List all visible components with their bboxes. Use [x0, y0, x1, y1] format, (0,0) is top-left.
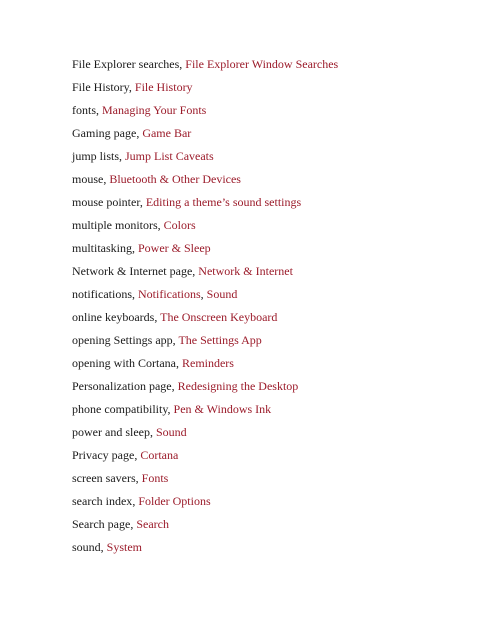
- index-reference-link[interactable]: Bluetooth & Other Devices: [109, 172, 241, 186]
- index-reference-link[interactable]: Folder Options: [138, 494, 211, 508]
- index-separator: ,: [175, 356, 182, 370]
- index-entry: [72, 264, 472, 287]
- index-separator: ,: [103, 172, 110, 186]
- index-reference-link[interactable]: Pen & Windows Ink: [173, 402, 272, 416]
- index-term: File Explorer searches: [72, 57, 180, 71]
- index-entry: [72, 195, 472, 218]
- index-separator: ,: [157, 218, 164, 232]
- index-reference-link[interactable]: Reminders: [181, 356, 234, 370]
- index-separator: ,: [139, 195, 146, 209]
- index-separator: ,: [167, 402, 174, 416]
- index-term: jump lists: [72, 149, 120, 163]
- index-reference-link[interactable]: Power & Sleep: [138, 241, 211, 255]
- index-reference-link[interactable]: Cortana: [140, 448, 179, 462]
- index-reference-link[interactable]: Sound: [206, 287, 238, 301]
- index-reference-link[interactable]: The Onscreen Keyboard: [160, 310, 278, 324]
- index-entry: [72, 149, 472, 172]
- index-term: fonts: [72, 103, 96, 117]
- index-entry: [72, 241, 472, 264]
- index-entry: [72, 494, 472, 517]
- index-entry: [72, 126, 472, 149]
- index-term: search index: [72, 494, 133, 508]
- index-term: online keyboards: [72, 310, 155, 324]
- index-separator: ,: [132, 241, 138, 255]
- index-entry: [72, 333, 472, 356]
- index-separator: ,: [100, 540, 107, 554]
- index-term: mouse: [72, 172, 104, 186]
- index-term: power and sleep: [72, 425, 150, 439]
- index-separator: ,: [192, 264, 199, 278]
- index-reference-link[interactable]: File History: [134, 80, 193, 94]
- index-separator: ,: [96, 103, 102, 117]
- index-term: Network & Internet page: [72, 264, 193, 278]
- index-separator: ,: [200, 287, 207, 301]
- index-term: notifications: [72, 287, 132, 301]
- index-separator: ,: [149, 425, 156, 439]
- index-term: Search page: [72, 517, 131, 531]
- index-separator: ,: [130, 517, 137, 531]
- index-entry: [72, 103, 472, 126]
- index-separator: ,: [171, 379, 178, 393]
- index-term: phone compatibility: [72, 402, 168, 416]
- index-term: File History: [72, 80, 129, 94]
- index-term: opening Settings app: [72, 333, 173, 347]
- index-reference-link[interactable]: Colors: [163, 218, 196, 232]
- index-entry: [72, 356, 472, 379]
- index-term: Personalization page: [72, 379, 172, 393]
- index-separator: ,: [136, 126, 143, 140]
- index-term: sound: [72, 540, 101, 554]
- index-term: multiple monitors: [72, 218, 158, 232]
- index-separator: ,: [132, 494, 139, 508]
- index-entry: [72, 57, 472, 80]
- index-reference-link[interactable]: Game Bar: [142, 126, 192, 140]
- index-separator: ,: [119, 149, 126, 163]
- index-separator: ,: [172, 333, 179, 347]
- index-separator: ,: [132, 287, 138, 301]
- index-entry: [72, 425, 472, 448]
- index-reference-link[interactable]: Search: [136, 517, 169, 531]
- index-entry: [72, 310, 472, 333]
- index-term: Privacy page: [72, 448, 135, 462]
- index-entry: [72, 540, 472, 563]
- index-reference-link[interactable]: Sound: [155, 425, 187, 439]
- index-reference-link[interactable]: Fonts: [141, 471, 169, 485]
- index-entry: [72, 287, 472, 310]
- index-reference-link[interactable]: The Settings App: [178, 333, 262, 347]
- index-reference-link[interactable]: Network & Internet: [198, 264, 293, 278]
- index-term: multitasking: [72, 241, 132, 255]
- index-separator: ,: [179, 57, 186, 71]
- index-entry: [72, 218, 472, 241]
- index-separator: ,: [134, 448, 141, 462]
- index-term: screen savers: [72, 471, 136, 485]
- index-reference-link[interactable]: Notifications: [138, 287, 201, 301]
- index-reference-link[interactable]: Managing Your Fonts: [102, 103, 207, 117]
- index-entry: [72, 379, 472, 402]
- index-reference-link[interactable]: System: [106, 540, 143, 554]
- index-entry: [72, 471, 472, 494]
- index-term: Gaming page: [72, 126, 137, 140]
- index-reference-link[interactable]: File Explorer Window Searches: [185, 57, 339, 71]
- index-separator: ,: [135, 471, 142, 485]
- index-separator: ,: [154, 310, 161, 324]
- index-reference-link[interactable]: Editing a theme’s sound settings: [145, 195, 302, 209]
- index-entry: [72, 402, 472, 425]
- index-reference-link[interactable]: Jump List Caveats: [125, 149, 214, 163]
- index-separator: ,: [128, 80, 135, 94]
- index-entry: [72, 517, 472, 540]
- index-entry: [72, 448, 472, 471]
- index-term: opening with Cortana: [72, 356, 176, 370]
- index-term: mouse pointer: [72, 195, 140, 209]
- index-entry: [72, 80, 472, 103]
- index-reference-link[interactable]: Redesigning the Desktop: [177, 379, 299, 393]
- index-entry: [72, 172, 472, 195]
- index-entry-list: [72, 57, 472, 563]
